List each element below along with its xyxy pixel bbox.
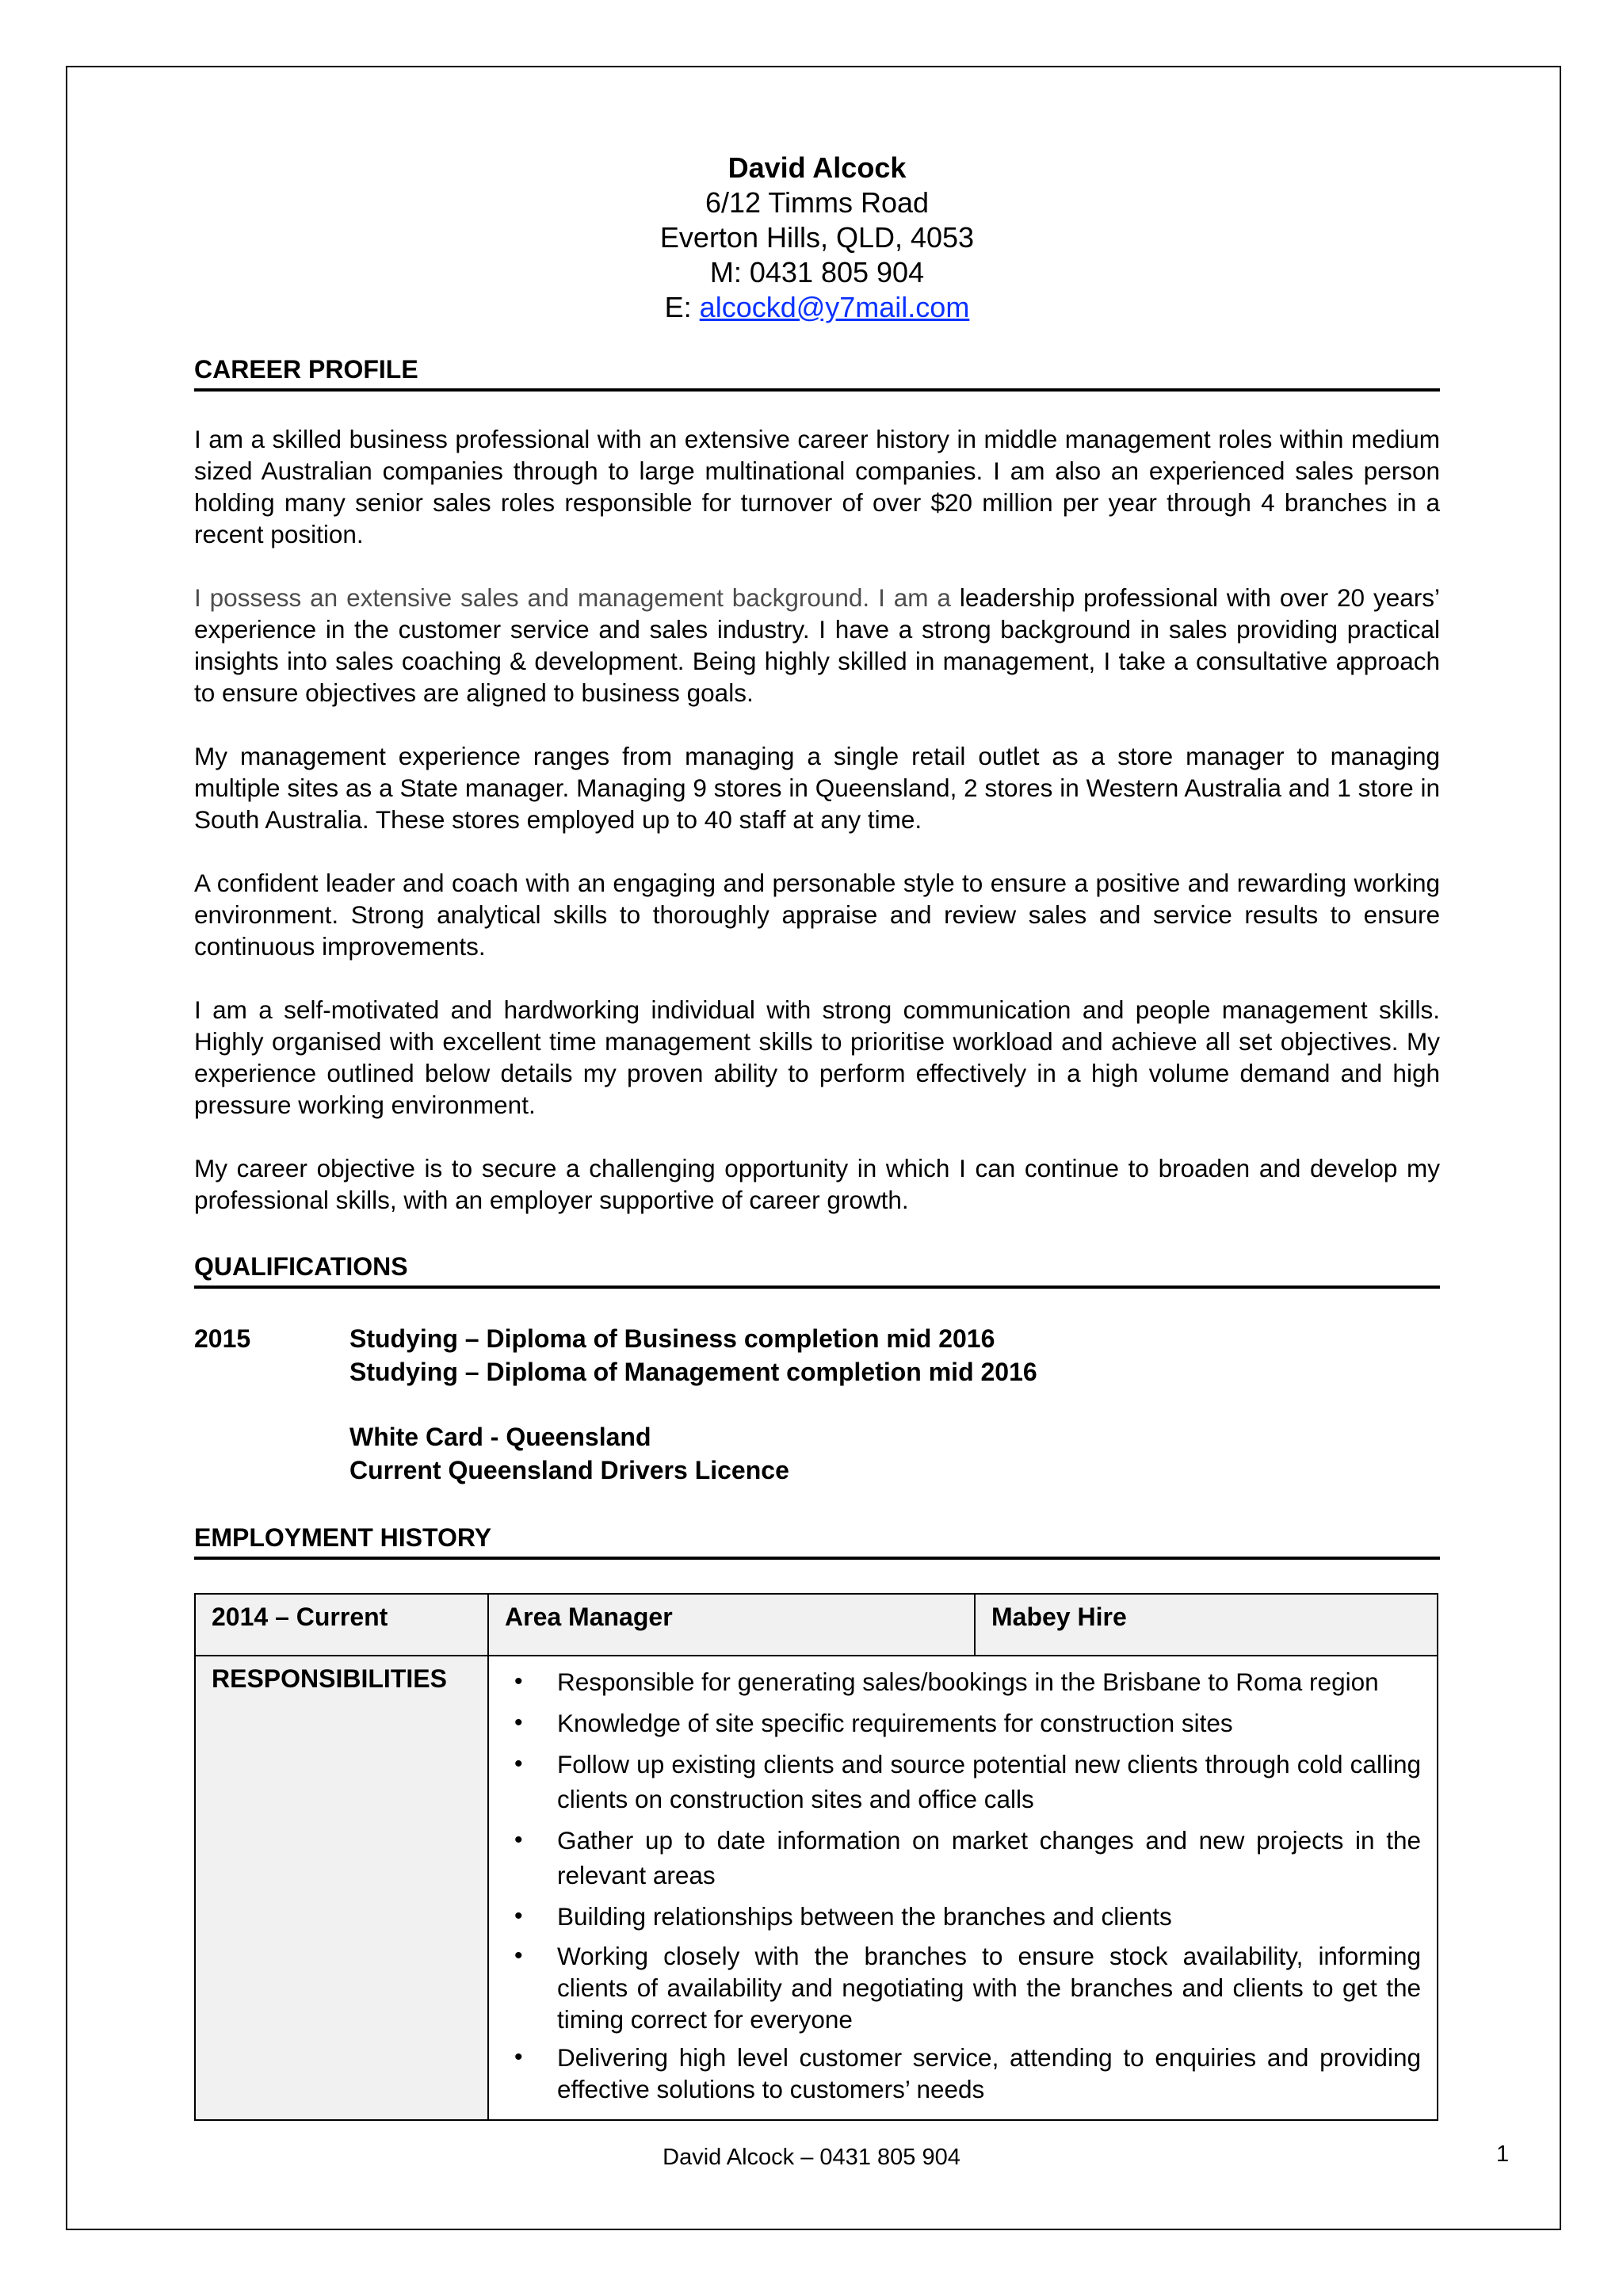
- candidate-name: David Alcock: [727, 151, 907, 184]
- profile-paragraph-5: I am a self-motivated and hardworking individual with strong communication and people management skills. Highly organised with excellent time management skills to prioritise workload and achieve all set objectives. My experience outlined below details my proven ability to perform effectively in a high volume demand and high pressure working environment.: [194, 995, 1440, 1119]
- qualification-row: [194, 1322, 1440, 1487]
- profile-paragraph-6: My career objective is to secure a challenging opportunity in which I can continue to broaden and develop my professional skills, with an employer supportive of career growth.: [194, 1154, 1440, 1214]
- employment-history-heading: EMPLOYMENT HISTORY: [194, 1522, 1440, 1560]
- contact-header: [194, 151, 1440, 325]
- qualifications-body: [194, 1322, 1440, 1487]
- profile-paragraph-2-rest: leadership professional with over 20 years’ experience in the customer service and sales industry. I have a strong background in sales providing practical insights into sales coaching & development. Being highly skilled in management, I take a consultative approach to ensure objectives are aligned to business goals.: [194, 583, 1440, 707]
- profile-paragraph-2-grey: I possess an extensive sales and management background. I am a: [194, 583, 960, 612]
- responsibility-item: • Delivering high level customer service, attending to enquiries and providing effective solutions to customers’ needs: [505, 2042, 1421, 2105]
- mobile-number: M: 0431 805 904: [709, 256, 925, 288]
- email-prefix: E:: [664, 291, 700, 323]
- qualification-item: Studying – Diploma of Management completion mid 2016: [349, 1358, 1037, 1386]
- responsibilities-list: [505, 1664, 1421, 2105]
- responsibility-item: • Gather up to date information on market changes and new projects in the relevant areas: [505, 1823, 1421, 1893]
- responsibilities-label: RESPONSIBILITIES: [195, 1656, 488, 2120]
- responsibility-item: • Knowledge of site specific requirements for construction sites: [505, 1706, 1421, 1740]
- job-role: Area Manager: [488, 1594, 975, 1656]
- qualifications-heading: QUALIFICATIONS: [194, 1251, 1440, 1289]
- responsibility-item: • Building relationships between the branches and clients: [505, 1899, 1421, 1934]
- qualification-spacer: [349, 1389, 1037, 1420]
- qualification-item: Current Queensland Drivers Licence: [349, 1456, 789, 1484]
- job-period: 2014 – Current: [195, 1594, 488, 1656]
- responsibilities-cell: [488, 1656, 1438, 2120]
- page-number: 1: [1496, 2141, 1510, 2167]
- qualification-item: Studying – Diploma of Business completion mid 2016: [349, 1324, 995, 1353]
- responsibility-item: • Follow up existing clients and source potential new clients through cold calling clients on construction sites and office calls: [505, 1747, 1421, 1817]
- profile-paragraph-3: My management experience ranges from managing a single retail outlet as a store manager to managing multiple sites as a State manager. Managing 9 stores in Queensland, 2 stores in Western Australia and 1 store in South Australia. These stores employed up to 40 staff at any time.: [194, 742, 1440, 834]
- profile-paragraph-2: [194, 582, 1440, 709]
- profile-paragraph-4: A confident leader and coach with an engaging and personable style to ensure a positive and rewarding working environment. Strong analytical skills to thoroughly appraise and review sales and service results to ensure continuous improvements.: [194, 869, 1440, 961]
- responsibility-item: • Responsible for generating sales/bookings in the Brisbane to Roma region: [505, 1664, 1421, 1699]
- career-profile-body: [194, 423, 1440, 1216]
- employment-table: [194, 1593, 1438, 2121]
- page-footer: David Alcock – 0431 805 904: [663, 2145, 960, 2170]
- responsibility-item: • Working closely with the branches to ensure stock availability, informing clients of availability and negotiating with the branches and clients to get the timing correct for everyone: [505, 1940, 1421, 2035]
- job-header-row: [195, 1594, 1438, 1656]
- email-link[interactable]: alcockd@y7mail.com: [699, 291, 970, 323]
- address-line-2: Everton Hills, QLD, 4053: [659, 221, 975, 254]
- profile-paragraph-1: I am a skilled business professional with an extensive career history in middle management roles within medium sized Australian companies through to large multinational companies. I am also an experienced sales person holding many senior sales roles responsible for turnover of over $20 million per year through 4 branches in a recent position.: [194, 425, 1440, 548]
- job-company: Mabey Hire: [975, 1594, 1438, 1656]
- email-line: [194, 290, 1440, 325]
- qualification-item: White Card - Queensland: [349, 1423, 651, 1451]
- address-line-1: 6/12 Timms Road: [705, 186, 930, 219]
- resume-content: [194, 151, 1440, 2121]
- qualification-year: 2015: [194, 1324, 251, 1353]
- career-profile-heading: CAREER PROFILE: [194, 353, 1440, 392]
- job-responsibilities-row: [195, 1656, 1438, 2120]
- qualification-list: [349, 1322, 1037, 1487]
